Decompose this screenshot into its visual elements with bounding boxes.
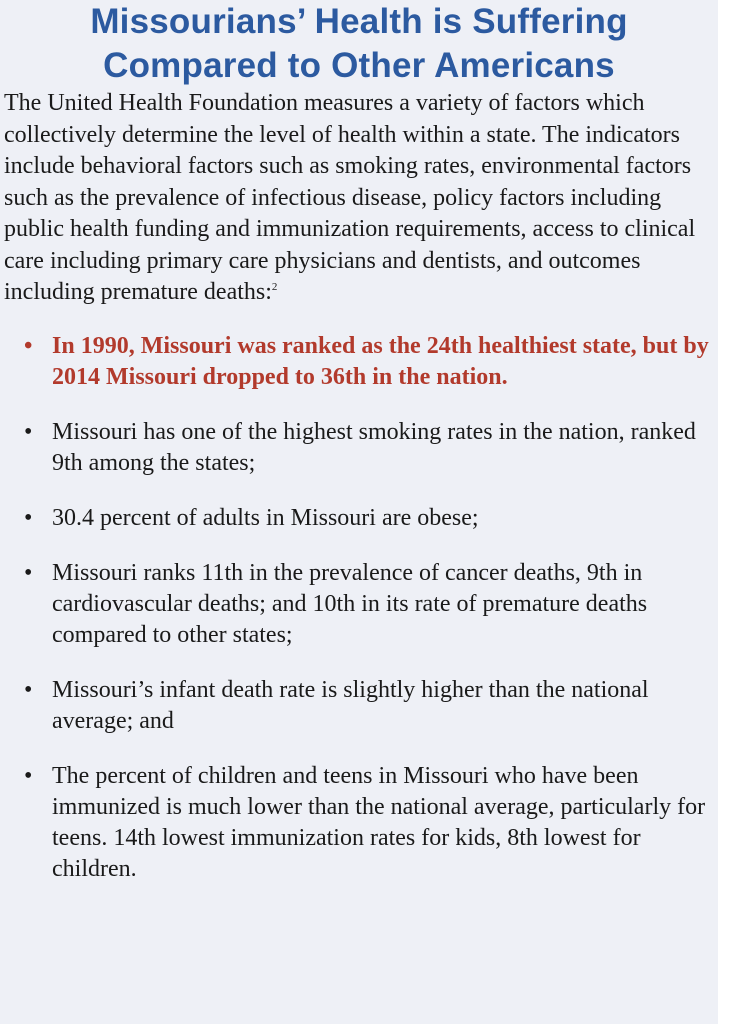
bullet-icon: • [24, 504, 33, 531]
list-item-text: 30.4 percent of adults in Missouri are obese; [52, 504, 479, 531]
bullet-icon: • [24, 332, 33, 359]
list-item [0, 761, 718, 885]
bullet-icon: • [24, 559, 33, 586]
list-item [0, 503, 718, 534]
list-item-text: In 1990, Missouri was ranked as the 24th healthiest state, but by 2014 Missouri dropped to 36th in the nation. [52, 332, 709, 390]
facts-list [0, 331, 718, 885]
title-line-1: Missourians’ Health is Suffering [90, 2, 628, 41]
list-item-text: The percent of children and teens in Missouri who have been immunized is much lower than the national average, particularly for teens. 14th lowest immunization rates for kids, 8th lowest for children. [52, 762, 706, 882]
list-item-text: Missouri’s infant death rate is slightly higher than the national average; and [52, 676, 649, 734]
list-item [0, 675, 718, 737]
intro-paragraph [0, 88, 718, 309]
list-item-text: Missouri ranks 11th in the prevalence of cancer deaths, 9th in cardiovascular deaths; and 10th in its rate of premature deaths compared to other states; [52, 559, 648, 648]
list-item [0, 417, 718, 479]
footnote-marker: 2 [271, 281, 278, 293]
title-line-2: Compared to Other Americans [103, 46, 615, 85]
intro-text: The United Health Foundation measures a variety of factors which collectively determine the level of health within a state. The indicators include behavioral factors such as smoking rates, environmental factors such as the prevalence of infectious disease, policy factors including public health funding and immunization requirements, access to clinical care including primary care physicians and dentists, and outcomes including premature deaths: [4, 90, 696, 305]
bullet-icon: • [24, 418, 33, 445]
page-title [0, 0, 718, 88]
list-item-highlight [0, 331, 718, 393]
bullet-icon: • [24, 676, 33, 703]
bullet-icon: • [24, 762, 33, 789]
list-item-text: Missouri has one of the highest smoking rates in the nation, ranked 9th among the states; [52, 418, 696, 476]
list-item [0, 558, 718, 651]
